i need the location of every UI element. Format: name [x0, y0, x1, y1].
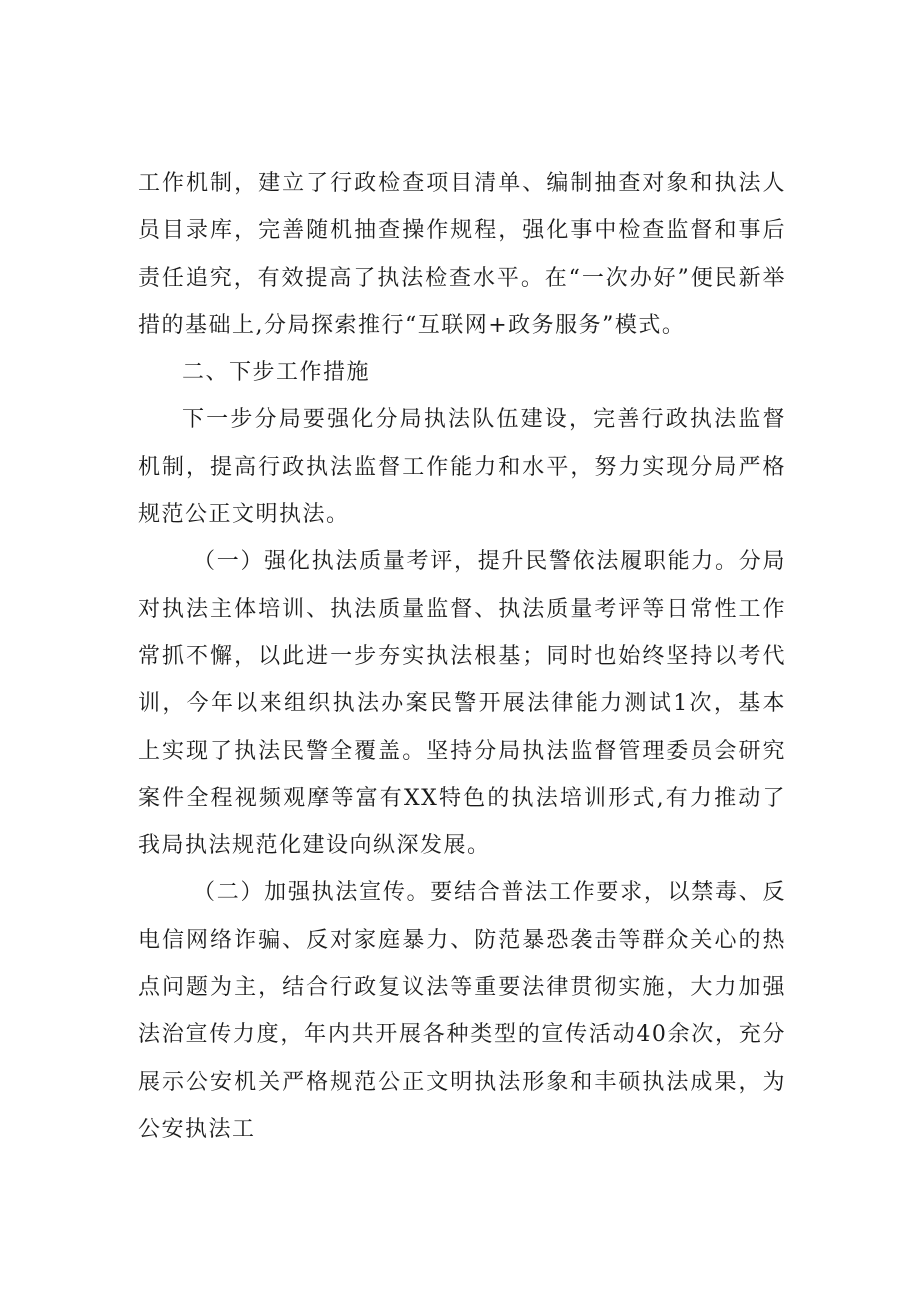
paragraph-work-mechanism: 工作机制，建立了行政检查项目清单、编制抽查对象和执法人员目录库，完善随机抽查操作规程，强化事中检查监督和事后责任追究，有效提高了执法检查水平。在“一次办好”便民新举措的基础上,分局探索推行“互联网+政务服务”模式。 [138, 171, 786, 338]
section-heading-next-steps: 二、下步工作措施 [182, 360, 371, 386]
paragraph-quality-evaluation: （一）强化执法质量考评，提升民警依法履职能力。分局对执法主体培训、执法质量监督、执法质量考评等日常性工作常抓不懈，以此进一步夯实执法根基；同时也始终坚持以考代训，今年以来组织执法办案民警开展法律能力测试1次，基本上实现了执法民警全覆盖。坚持分局执法监督管理委员会研究案件全程视频观摩等富有XX特色的执法培训形式,有力推动了我局执法规范化建设向纵深发展。 [138, 549, 786, 859]
paragraph-law-publicity: （二）加强执法宣传。要结合普法工作要求，以禁毒、反电信网络诈骗、反对家庭暴力、防范暴恐袭击等群众关心的热点问题为主，结合行政复议法等重要法律贯彻实施，大力加强法治宣传力度，年内共开展各种类型的宣传活动40余次，充分展示公安机关严格规范公正文明执法形象和丰硕执法成果，为公安执法工 [138, 880, 786, 1142]
paragraph-next-steps-intro: 下一步分局要强化分局执法队伍建设，完善行政执法监督机制，提高行政执法监督工作能力和水平，努力实现分局严格规范公正文明执法。 [138, 407, 786, 528]
document-body [138, 160, 786, 1153]
